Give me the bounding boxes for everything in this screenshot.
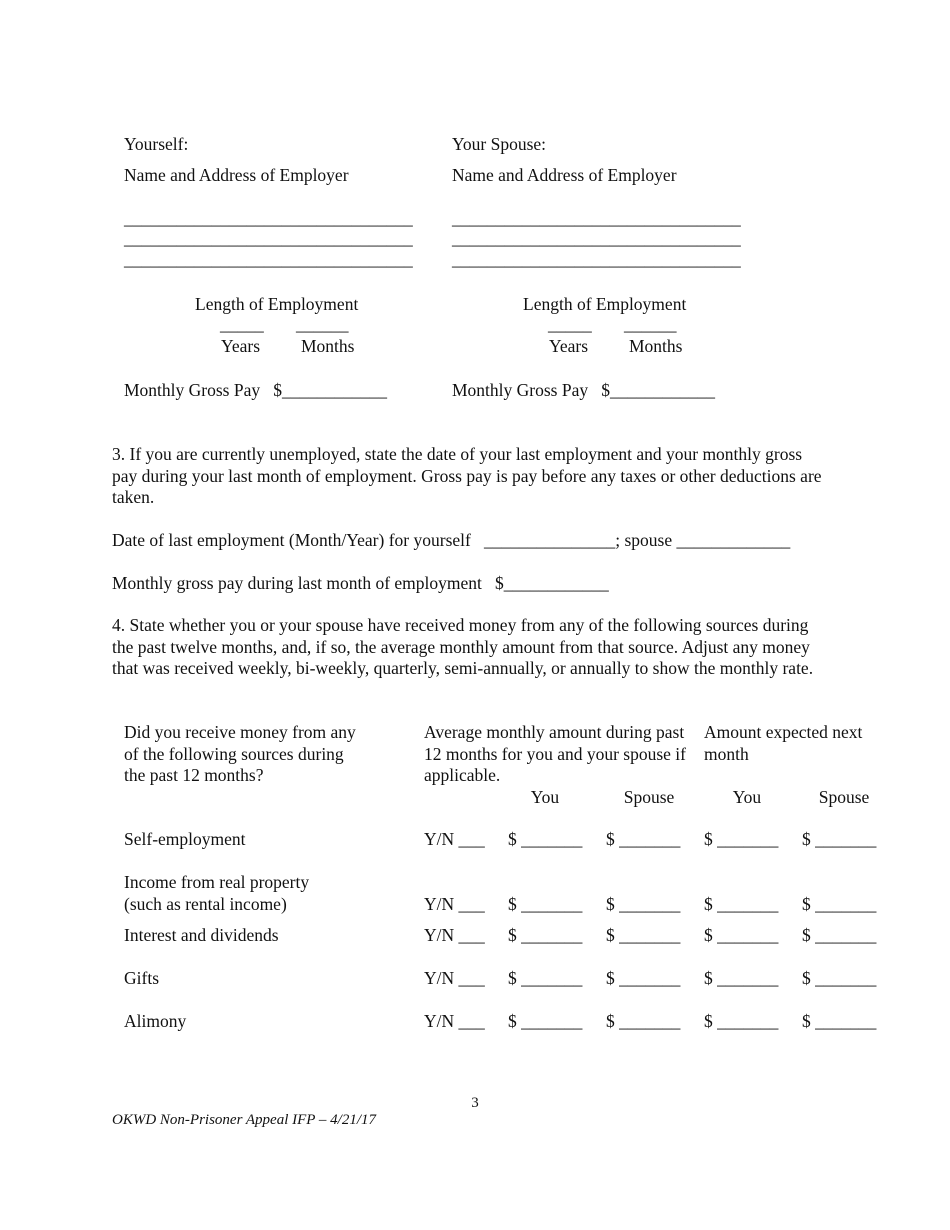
last-month-pay-field[interactable]: Monthly gross pay during last month of employment $____________ — [112, 573, 609, 593]
amount-field-average-you[interactable]: $ _______ — [508, 894, 583, 914]
yourself-employer-label: Name and Address of Employer — [124, 165, 349, 185]
spouse-employer-line-1[interactable]: _________________________________ — [452, 208, 741, 228]
amount-field-average-spouse[interactable]: $ _______ — [606, 1011, 681, 1031]
amount-field-average-you[interactable]: $ _______ — [508, 829, 583, 849]
yourself-years-label: Years — [221, 336, 261, 356]
yourself-gross-pay[interactable]: Monthly Gross Pay $____________ — [124, 380, 387, 400]
yourself-heading: Yourself: — [124, 134, 189, 154]
table-row-label: Interest and dividends — [124, 925, 279, 945]
subheader-expected-spouse: Spouse — [818, 787, 870, 807]
yn-field[interactable]: Y/N ___ — [424, 894, 485, 914]
amount-field-expected-spouse[interactable]: $ _______ — [802, 894, 877, 914]
spouse-heading: Your Spouse: — [452, 134, 547, 154]
amount-field-average-spouse[interactable]: $ _______ — [606, 894, 681, 914]
subheader-expected-you: You — [732, 787, 762, 807]
page-number: 3 — [471, 1095, 479, 1111]
yn-field[interactable]: Y/N ___ — [424, 1011, 485, 1031]
spouse-employer-line-3[interactable]: _________________________________ — [452, 249, 741, 269]
table-header-sources: Did you receive money from any of the following sources during the past 12 months? — [124, 722, 356, 785]
yourself-months-label: Months — [301, 336, 355, 356]
table-header-expected: Amount expected next month — [704, 722, 863, 764]
amount-field-expected-spouse[interactable]: $ _______ — [802, 925, 877, 945]
yn-field[interactable]: Y/N ___ — [424, 925, 485, 945]
spouse-length-label: Length of Employment — [523, 294, 687, 314]
yourself-employer-line-2[interactable]: _________________________________ — [124, 228, 413, 248]
spouse-months-blank[interactable]: ______ — [624, 314, 677, 334]
spouse-years-label: Years — [549, 336, 589, 356]
amount-field-average-spouse[interactable]: $ _______ — [606, 925, 681, 945]
amount-field-average-you[interactable]: $ _______ — [508, 968, 583, 988]
yourself-months-blank[interactable]: ______ — [296, 314, 349, 334]
subheader-average-you: You — [530, 787, 560, 807]
spouse-years-blank[interactable]: _____ — [548, 314, 592, 334]
amount-field-expected-you[interactable]: $ _______ — [704, 968, 779, 988]
amount-field-expected-you[interactable]: $ _______ — [704, 894, 779, 914]
table-row-label: Income from real property (such as rental income) — [124, 872, 310, 914]
table-row-label: Self-employment — [124, 829, 246, 849]
amount-field-average-you[interactable]: $ _______ — [508, 925, 583, 945]
amount-field-expected-you[interactable]: $ _______ — [704, 829, 779, 849]
yourself-length-label: Length of Employment — [195, 294, 359, 314]
form-identifier: OKWD Non-Prisoner Appeal IFP – 4/21/17 — [112, 1112, 377, 1128]
table-row-label: Gifts — [124, 968, 159, 988]
table-row-label: Alimony — [124, 1011, 187, 1031]
table-header-average: Average monthly amount during past 12 months for you and your spouse if applicable. — [424, 722, 686, 785]
yn-field[interactable]: Y/N ___ — [424, 829, 485, 849]
amount-field-expected-spouse[interactable]: $ _______ — [802, 1011, 877, 1031]
spouse-months-label: Months — [629, 336, 683, 356]
amount-field-average-spouse[interactable]: $ _______ — [606, 968, 681, 988]
spouse-employer-line-2[interactable]: _________________________________ — [452, 228, 741, 248]
yn-field[interactable]: Y/N ___ — [424, 968, 485, 988]
amount-field-expected-spouse[interactable]: $ _______ — [802, 829, 877, 849]
spouse-gross-pay[interactable]: Monthly Gross Pay $____________ — [452, 380, 715, 400]
amount-field-expected-you[interactable]: $ _______ — [704, 1011, 779, 1031]
amount-field-average-you[interactable]: $ _______ — [508, 1011, 583, 1031]
amount-field-expected-spouse[interactable]: $ _______ — [802, 968, 877, 988]
amount-field-expected-you[interactable]: $ _______ — [704, 925, 779, 945]
question-3-text: 3. If you are currently unemployed, state the date of your last employment and your monthly gross pay during your last month of employment. Gross pay is pay before any taxes or other deductions are taken. — [112, 444, 822, 507]
spouse-employer-label: Name and Address of Employer — [452, 165, 677, 185]
yourself-years-blank[interactable]: _____ — [220, 314, 264, 334]
yourself-employer-line-1[interactable]: _________________________________ — [124, 208, 413, 228]
subheader-average-spouse: Spouse — [623, 787, 675, 807]
question-4-text: 4. State whether you or your spouse have received money from any of the following sources during the past twelve months, and, if so, the average monthly amount from that source. Adjust any money that was received weekly, bi-weekly, quarterly, semi-annually, or annually to show the monthly rate. — [112, 615, 814, 678]
last-employment-date-field[interactable]: Date of last employment (Month/Year) for yourself _______________; spouse _____________ — [112, 530, 791, 550]
yourself-employer-line-3[interactable]: _________________________________ — [124, 249, 413, 269]
amount-field-average-spouse[interactable]: $ _______ — [606, 829, 681, 849]
